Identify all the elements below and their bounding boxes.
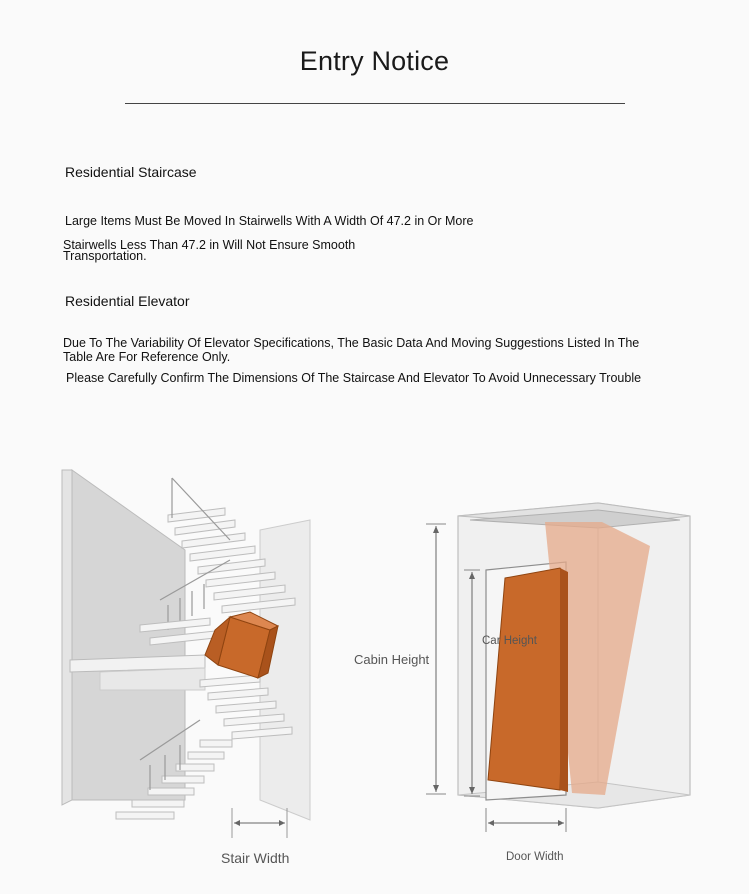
elevator-text-line1: Due To The Variability Of Elevator Specifications, The Basic Data And Moving Suggestions Listed In The: [63, 336, 640, 350]
staircase-text-line1: Large Items Must Be Moved In Stairwells With A Width Of 47.2 in Or More: [65, 214, 474, 228]
elevator-text-line2: Table Are For Reference Only.: [63, 350, 231, 364]
elevator-heading: Residential Elevator: [65, 293, 190, 309]
elevator-text-line3: Please Carefully Confirm The Dimensions Of The Staircase And Elevator To Avoid Unnecessary Trouble: [66, 371, 642, 385]
staircase-text-line2: Stairwells Less Than 47.2 in Will Not Ensure Smooth: [63, 238, 356, 252]
staircase-text-line3: Transportation.: [63, 249, 147, 263]
page-title: Entry Notice: [299, 46, 450, 76]
door-width-label: Door Width: [506, 851, 564, 863]
stair-width-label: Stair Width: [221, 850, 290, 866]
cabin-height-label: Cabin Height: [354, 652, 430, 667]
car-height-label: Car Height: [482, 635, 537, 647]
staircase-heading: Residential Staircase: [65, 164, 197, 180]
